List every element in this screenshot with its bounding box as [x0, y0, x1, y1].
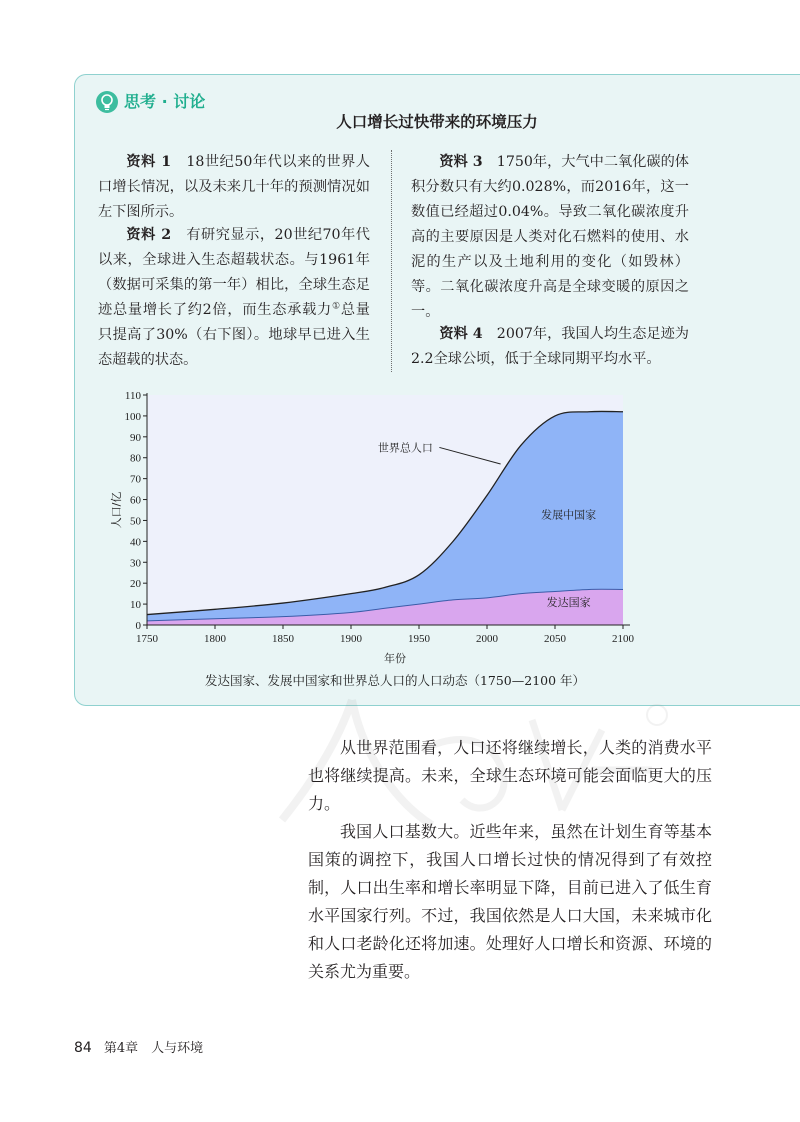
body-paragraph-2: 我国人口基数大。近些年来，虽然在计划生育等基本国策的调控下，我国人口增长过快的情况得到了有效控制，人口出生率和增长率明显下降，目前已进入了低生育水平国家行列。不过，我国依然是人口大国，未来城市化和人口老龄化还将加速。处理好人口增长和资源、环境的关系尤为重要。	[308, 822, 712, 981]
material-3: 资料 3 1750年，大气中二氧化碳的体积分数只有大约0.028%，而2016年，这一数值已经超过0.04%。导致二氧化碳浓度升高的主要原因是人类对化石燃料的使用、水泥的生产以及土地利用的变化（如毁林）等。二氧化碳浓度升高是全球变暖的原因之一。	[411, 154, 689, 320]
y-tick-label: 70	[130, 473, 141, 486]
x-tick-label: 1900	[340, 633, 362, 645]
x-tick-label: 1750	[136, 633, 158, 645]
page-footer	[74, 1038, 203, 1059]
chapter-title: 第4章 人与环境	[103, 1041, 204, 1056]
annotation-world-total: 世界总人口	[377, 441, 433, 455]
y-tick-label: 40	[130, 536, 141, 549]
discussion-title: 人口增长过快带来的环境压力	[336, 113, 538, 131]
y-tick-label: 20	[130, 578, 141, 591]
x-axis-label: 年份	[384, 652, 406, 665]
y-tick-label: 60	[130, 494, 141, 507]
y-tick-label: 100	[124, 410, 141, 423]
material-1: 资料 1 18世纪50年代以来的世界人口增长情况，以及未来几十年的预测情况如左下图所示。	[98, 154, 370, 220]
x-tick-label: 2100	[612, 633, 634, 645]
x-tick-label: 1800	[204, 633, 226, 645]
y-tick-label: 50	[130, 515, 141, 528]
x-tick-label: 1850	[272, 633, 294, 645]
y-tick-label: 90	[130, 431, 141, 444]
y-tick-label: 80	[130, 452, 141, 465]
material-2: 资料 2 有研究显示，20世纪70年代以来，全球进入生态超载状态。与1961年（数据可采集的第一年）相比，全球生态足迹总量增长了约2倍，而生态承载力①总量只提高了30%（右下图）。地球早已进入生态超载的状态。	[98, 227, 370, 368]
page-number: 84	[74, 1040, 92, 1056]
material-4: 资料 4 2007年，我国人均生态足迹为2.2全球公顷，低于全球同期平均水平。	[411, 326, 689, 367]
x-tick-label: 2050	[544, 633, 566, 645]
y-tick-label: 30	[130, 557, 141, 570]
body-paragraph-1: 从世界范围看，人口还将继续增长，人类的消费水平也将继续提高。未来，全球生态环境可能会面临更大的压力。	[308, 738, 712, 813]
y-tick-label: 110	[124, 390, 141, 402]
y-tick-label: 10	[130, 599, 141, 612]
chart-caption: 发达国家、发展中国家和世界总人口的人口动态（1750—2100 年）	[204, 673, 586, 688]
x-tick-label: 2000	[476, 633, 498, 645]
discussion-badge: 思考 · 讨论	[124, 92, 206, 111]
y-axis-label: 人口/亿	[110, 491, 123, 529]
x-tick-label: 1950	[408, 633, 430, 645]
annotation-developing: 发展中国家	[541, 508, 597, 522]
y-tick-label: 0	[135, 620, 141, 632]
annotation-developed: 发达国家	[546, 596, 591, 610]
